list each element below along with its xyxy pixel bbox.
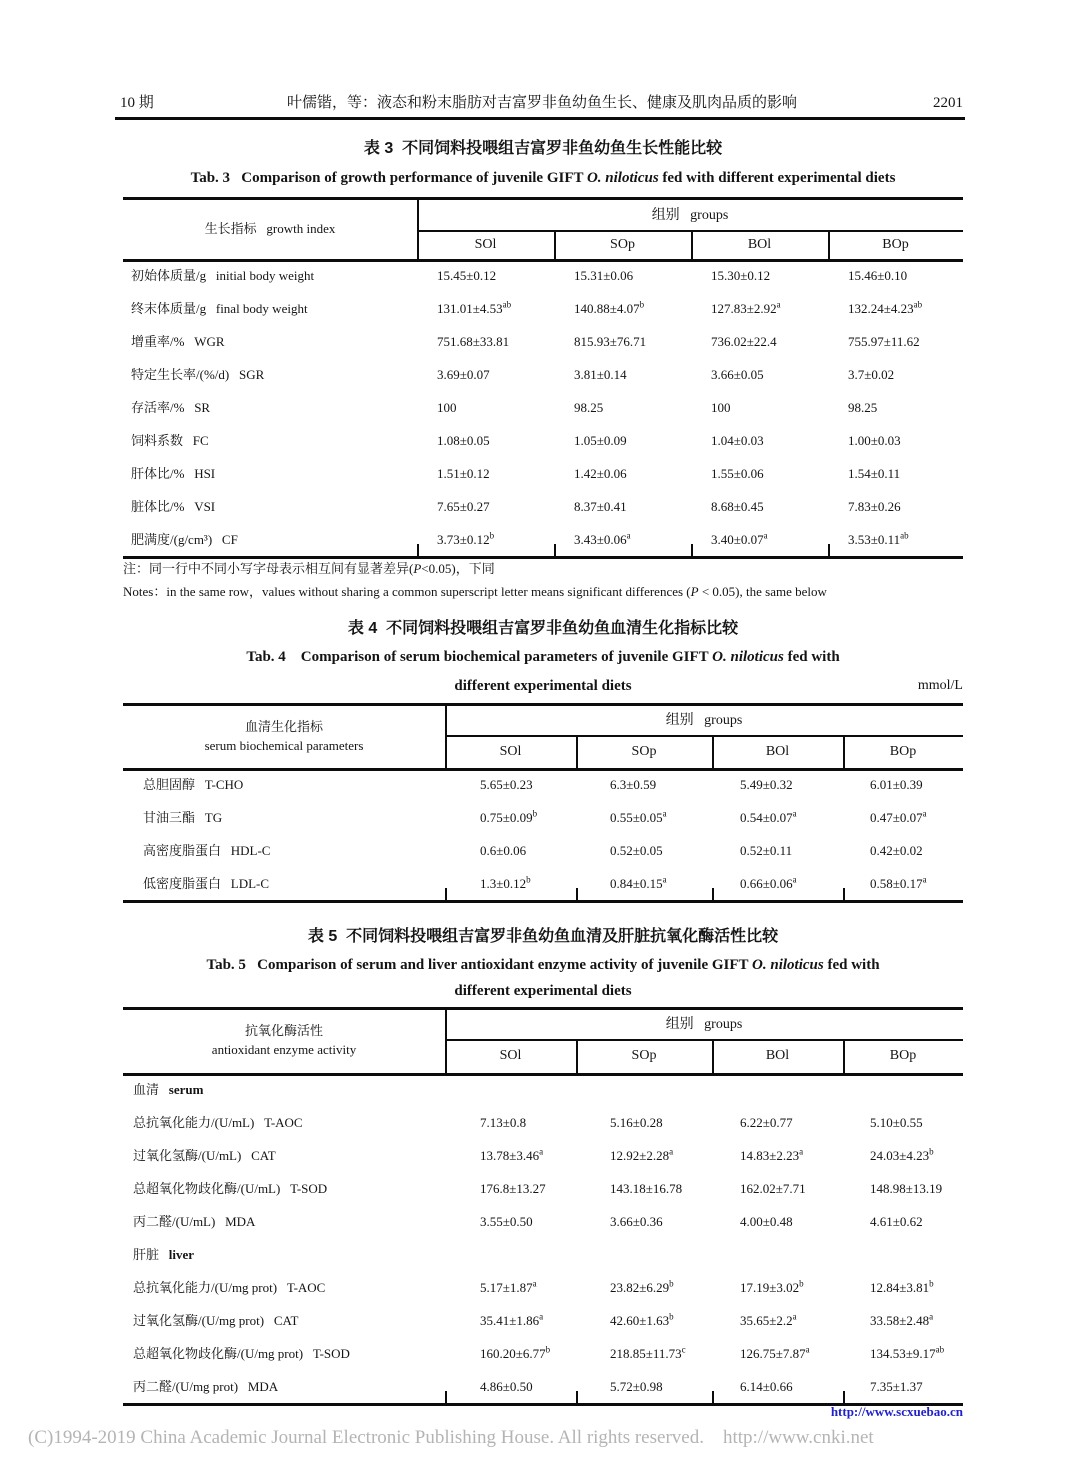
group-name-sol: SOl — [474, 236, 497, 252]
column-tick-mark — [828, 544, 830, 556]
cell-value: 4.86±0.50 — [480, 1379, 533, 1394]
cell-value: 3.66±0.05 — [711, 367, 764, 382]
cell-value: 0.52±0.11 — [740, 843, 793, 858]
significance-superscript: b — [669, 1311, 674, 1322]
row-label: 初始体质量/g initial body weight — [131, 268, 315, 283]
caption-text: fed with different experimental diets — [658, 170, 896, 186]
cell-value: 4.61±0.62 — [870, 1214, 923, 1229]
cell-value: 3.73±0.12$^b$ — [437, 530, 495, 547]
cell-value: 3.43±0.06$^a$ — [574, 530, 631, 547]
cell-value: 0.58±0.17$^a$ — [870, 874, 927, 891]
cell-value: 0.84±0.15$^a$ — [610, 874, 667, 891]
cell-value: 12.84±3.81$^b$ — [870, 1278, 934, 1295]
row-label — [133, 1073, 203, 1106]
cell-value: 5.16±0.28 — [610, 1115, 663, 1130]
cell-value: 751.68±33.81 — [437, 334, 510, 349]
significance-superscript: a — [792, 1311, 797, 1322]
cell-value: 815.93±76.71 — [574, 334, 647, 349]
cell-value: 1.00±0.03 — [848, 433, 901, 448]
cell-value: 176.8±13.27 — [480, 1181, 546, 1196]
cell-value: 7.65±0.27 — [437, 499, 490, 514]
cell-value: 6.22±0.77 — [740, 1115, 793, 1130]
cell-value: 3.40±0.07$^a$ — [711, 530, 768, 547]
row-label: 存活率/% SR — [131, 400, 211, 415]
significance-superscript: a — [805, 1344, 810, 1355]
cell-value: 98.25 — [574, 400, 604, 415]
cell-value: 0.6±0.06 — [480, 843, 527, 858]
section-label-zh: 血清 — [133, 1082, 169, 1097]
cell-value: 160.20±6.77$^b$ — [480, 1344, 551, 1361]
cell-value: 33.58±2.48$^a$ — [870, 1311, 934, 1328]
cell-value: 13.78±3.46$^a$ — [480, 1146, 544, 1163]
section-label-en: serum — [168, 1082, 204, 1097]
cell-value: 3.53±0.11$^{ab}$ — [848, 530, 909, 547]
cell-value: 6.14±0.66 — [740, 1379, 793, 1394]
cell-value: 1.3±0.12$^b$ — [480, 874, 531, 891]
cell-value: 15.45±0.12 — [437, 268, 497, 283]
table-row — [123, 867, 963, 900]
table-caption-en — [123, 168, 963, 188]
table-row — [123, 292, 963, 325]
cell-value: 0.42±0.02 — [870, 843, 923, 858]
cell-value: 100 — [437, 400, 457, 415]
table-bottom-rule — [123, 556, 963, 559]
group-name-sol: SOl — [499, 1048, 522, 1063]
section-label-zh: 肝脏 — [133, 1247, 169, 1262]
table-row — [123, 1337, 963, 1370]
row-label: 总抗氧化能力/(U/mg prot) T-AOC — [133, 1280, 326, 1295]
cell-value: 6.3±0.59 — [610, 777, 657, 792]
cell-value: 5.72±0.98 — [610, 1379, 663, 1394]
row-label: 丙二醛/(U/mg prot) MDA — [133, 1379, 279, 1394]
cell-value: 5.65±0.23 — [480, 777, 533, 792]
significance-superscript: a — [922, 808, 927, 819]
significance-superscript: a — [763, 530, 768, 541]
significance-superscript: b — [639, 299, 645, 310]
table-row — [123, 391, 963, 424]
cell-value: 100 — [711, 400, 731, 415]
group-name-sop: SOp — [631, 743, 657, 759]
row-label: 终末体质量/g final body weight — [131, 301, 308, 316]
row-label: 总超氧化物歧化酶/(U/mg prot) T-SOD — [133, 1346, 350, 1361]
significance-superscript: a — [626, 530, 631, 541]
table-row — [123, 1205, 963, 1238]
stub-header — [123, 1007, 445, 1073]
significance-superscript: ab — [900, 530, 909, 541]
cell-value: 126.75±7.87$^a$ — [740, 1344, 810, 1361]
cell-value: 0.66±0.06$^a$ — [740, 874, 797, 891]
group-name-bop: BOp — [882, 236, 909, 252]
stub-header-line: serum biochemical parameters — [204, 737, 364, 753]
row-label: 饲料系数 FC — [131, 433, 209, 448]
copyright-notice: (C)1994-2019 China Academic Journal Electronic Publishing House. All rights reserved. http://www.cnki.net — [28, 1427, 874, 1448]
section-row — [123, 1073, 963, 1106]
cell-value: 1.54±0.11 — [848, 466, 901, 481]
caption-text: Tab. 5 Comparison of serum and liver antioxidant enzyme activity of juvenile GIFT — [206, 957, 753, 973]
row-label: 增重率/% WGR — [131, 334, 225, 349]
table-row — [123, 1106, 963, 1139]
column-tick-mark — [576, 888, 578, 900]
journal-url-link[interactable]: http://www.scxuebao.cn — [830, 1404, 963, 1419]
cell-value: 15.30±0.12 — [711, 268, 771, 283]
significance-superscript: ab — [913, 299, 923, 310]
table-caption-en-line2: different experimental diets — [454, 983, 632, 999]
table-row — [123, 490, 963, 523]
row-label: 过氧化氢酶/(U/mg prot) CAT — [133, 1313, 299, 1328]
column-tick-mark — [554, 544, 556, 556]
cell-value: 15.31±0.06 — [574, 268, 634, 283]
significance-superscript: a — [662, 874, 667, 885]
cell-value: 35.65±2.2$^a$ — [740, 1311, 797, 1328]
table-row — [123, 259, 963, 292]
cell-value: 7.13±0.8 — [480, 1115, 527, 1130]
cell-value: 42.60±1.63$^b$ — [610, 1311, 674, 1328]
cell-value: 35.41±1.86$^a$ — [480, 1311, 544, 1328]
column-tick-mark — [417, 544, 419, 556]
significance-superscript: ab — [935, 1344, 945, 1355]
running-title: 叶儒锴，等：液态和粉末脂肪对吉富罗非鱼幼鱼生长、健康及肌肉品质的影响 — [286, 95, 797, 111]
significance-superscript: b — [799, 1278, 804, 1289]
cell-value: 5.17±1.87$^a$ — [480, 1278, 537, 1295]
significance-superscript: c — [681, 1344, 686, 1355]
issue-number: 10 期 — [120, 95, 154, 111]
cell-value: 3.69±0.07 — [437, 367, 490, 382]
cell-value: 218.85±11.73$^c$ — [610, 1344, 686, 1361]
row-label: 总超氧化物歧化酶/(U/mL) T-SOD — [133, 1181, 328, 1196]
group-name-bop: BOp — [889, 1048, 917, 1063]
significance-superscript: a — [776, 299, 781, 310]
row-label: 高密度脂蛋白 HDL-C — [143, 843, 271, 858]
significance-superscript: a — [539, 1146, 544, 1157]
table-caption-zh: 表 5 不同饲料投喂组吉富罗非鱼幼鱼血清及肝脏抗氧化酶活性比较 — [307, 928, 779, 945]
cell-value: 1.05±0.09 — [574, 433, 627, 448]
header-rule — [115, 117, 965, 120]
cell-value: 17.19±3.02$^b$ — [740, 1278, 804, 1295]
stub-header — [123, 703, 445, 768]
species-name-italic: O. niloticus — [752, 957, 824, 973]
table-caption-en — [123, 955, 963, 975]
row-label: 脏体比/% VSI — [131, 499, 216, 514]
column-tick-mark — [691, 544, 693, 556]
table-note-en: Notes：in the same row，values without sharing a common superscript letter means significant differences (P < 0.05), the same below — [123, 584, 827, 599]
row-label: 总抗氧化能力/(U/mL) T-AOC — [133, 1115, 303, 1130]
cell-value: 8.37±0.41 — [574, 499, 627, 514]
cell-value: 15.46±0.10 — [848, 268, 908, 283]
cell-value: 143.18±16.78 — [610, 1181, 683, 1196]
group-name-sol: SOl — [499, 743, 522, 759]
significance-superscript: a — [539, 1311, 544, 1322]
cell-value: 148.98±13.19 — [870, 1181, 943, 1196]
group-name-sop: SOp — [610, 236, 635, 252]
stub-header-line: 血清生化指标 — [244, 718, 323, 734]
significance-superscript: b — [669, 1278, 674, 1289]
significance-superscript: a — [799, 1146, 804, 1157]
species-name-italic: O. niloticus — [712, 649, 784, 665]
table-row — [123, 801, 963, 834]
cell-value: 1.51±0.12 — [437, 466, 490, 481]
column-tick-mark — [576, 1391, 578, 1403]
cell-value: 736.02±22.4 — [711, 334, 777, 349]
table-row — [123, 1139, 963, 1172]
cell-value: 755.97±11.62 — [848, 334, 920, 349]
cell-value: 24.03±4.23$^b$ — [870, 1146, 934, 1163]
cell-value: 8.68±0.45 — [711, 499, 764, 514]
row-label — [133, 1238, 194, 1271]
table-bottom-rule — [123, 900, 963, 903]
group-name-bol: BOl — [765, 743, 790, 759]
cell-value: 0.52±0.05 — [610, 843, 663, 858]
row-label: 低密度脂蛋白 LDL-C — [143, 876, 270, 891]
row-label: 丙二醛/(U/mL) MDA — [133, 1214, 256, 1229]
cell-value: 1.08±0.05 — [437, 433, 490, 448]
row-label: 过氧化氢酶/(U/mL) CAT — [133, 1148, 276, 1163]
stub-header — [123, 197, 417, 259]
significance-superscript: b — [545, 1344, 551, 1355]
cell-value: 5.10±0.55 — [870, 1115, 923, 1130]
unit-label: mmol/L — [917, 678, 963, 693]
table-row — [123, 523, 963, 556]
cell-value: 127.83±2.92$^a$ — [711, 299, 781, 316]
cell-value: 132.24±4.23$^{ab}$ — [848, 299, 923, 316]
table-row — [123, 358, 963, 391]
column-tick-mark — [712, 888, 714, 900]
cell-value: 134.53±9.17$^{ab}$ — [870, 1344, 945, 1361]
cell-value: 7.35±1.37 — [870, 1379, 923, 1394]
table-row — [123, 834, 963, 867]
column-tick-mark — [712, 1391, 714, 1403]
cell-value: 0.75±0.09$^b$ — [480, 808, 538, 825]
cell-value: 12.92±2.28$^a$ — [610, 1146, 674, 1163]
cell-value: 5.49±0.32 — [740, 777, 793, 792]
stub-header-line: 生长指标 growth index — [204, 220, 336, 236]
row-label: 总胆固醇 T-CHO — [143, 777, 244, 792]
table-row — [123, 1304, 963, 1337]
significance-superscript: a — [532, 1278, 537, 1289]
significance-superscript: ab — [502, 299, 512, 310]
cell-value: 23.82±6.29$^b$ — [610, 1278, 674, 1295]
table-row — [123, 1172, 963, 1205]
cell-value: 1.55±0.06 — [711, 466, 764, 481]
cell-value: 131.01±4.53$^{ab}$ — [437, 299, 512, 316]
significance-superscript: b — [489, 530, 495, 541]
row-label: 甘油三酯 TG — [143, 810, 223, 825]
table-caption-zh: 表 3 不同饲料投喂组吉富罗非鱼幼鱼生长性能比较 — [363, 140, 723, 157]
significance-superscript: a — [662, 808, 667, 819]
cell-value: 3.66±0.36 — [610, 1214, 663, 1229]
cell-value: 98.25 — [848, 400, 878, 415]
significance-superscript: b — [532, 808, 538, 819]
significance-superscript: a — [792, 808, 797, 819]
groups-spanner-header: 组别 groups — [665, 1017, 743, 1032]
caption-text: Tab. 4 Comparison of serum biochemical parameters of juvenile GIFT — [246, 649, 713, 665]
groups-spanner-header: 组别 groups — [665, 713, 743, 728]
cell-value: 1.04±0.03 — [711, 433, 764, 448]
table-row — [123, 1370, 963, 1403]
cell-value: 3.7±0.02 — [848, 367, 895, 382]
cell-value: 0.47±0.07$^a$ — [870, 808, 927, 825]
group-name-sop: SOp — [631, 1048, 657, 1063]
column-tick-mark — [445, 1391, 447, 1403]
page-number: 2201 — [933, 95, 963, 111]
cell-value: 140.88±4.07$^b$ — [574, 299, 645, 316]
significance-superscript: b — [929, 1146, 934, 1157]
cell-value: 6.01±0.39 — [870, 777, 923, 792]
table-row — [123, 1271, 963, 1304]
significance-superscript: a — [929, 1311, 934, 1322]
section-label-en: liver — [168, 1247, 195, 1262]
significance-superscript: a — [792, 874, 797, 885]
cell-value: 0.55±0.05$^a$ — [610, 808, 667, 825]
table-row — [123, 768, 963, 801]
significance-superscript: b — [929, 1278, 934, 1289]
cell-value: 7.83±0.26 — [848, 499, 901, 514]
species-name-italic: O. niloticus — [586, 170, 659, 186]
significance-superscript: a — [669, 1146, 674, 1157]
table-caption-en-line2: different experimental diets — [454, 678, 632, 694]
table-caption-zh: 表 4 不同饲料投喂组吉富罗非鱼幼鱼血清生化指标比较 — [347, 620, 739, 637]
caption-text: Tab. 3 Comparison of growth performance of juvenile GIFT — [190, 170, 587, 186]
section-row — [123, 1238, 963, 1271]
cell-value: 1.42±0.06 — [574, 466, 627, 481]
stub-header-line: 抗氧化酶活性 — [244, 1023, 323, 1038]
row-label: 特定生长率/(%/d) SGR — [131, 367, 265, 382]
caption-text: fed with — [823, 957, 880, 973]
cell-value: 0.54±0.07$^a$ — [740, 808, 797, 825]
row-label: 肥满度/(g/cm³) CF — [131, 532, 238, 547]
group-name-bop: BOp — [889, 743, 917, 759]
cell-value: 3.81±0.14 — [574, 367, 627, 382]
table-row — [123, 457, 963, 490]
column-tick-mark — [843, 1391, 845, 1403]
cell-value: 14.83±2.23$^a$ — [740, 1146, 804, 1163]
cell-value: 4.00±0.48 — [740, 1214, 793, 1229]
significance-superscript: a — [922, 874, 927, 885]
caption-text: fed with — [783, 649, 840, 665]
cell-value: 162.02±7.71 — [740, 1181, 806, 1196]
table-note-zh: 注：同一行中不同小写字母表示相互间有显著差异(P<0.05)，下同 — [123, 561, 495, 576]
table-caption-en — [123, 647, 963, 667]
significance-superscript: b — [526, 874, 531, 885]
row-label: 肝体比/% HSI — [131, 466, 216, 481]
table-row — [123, 325, 963, 358]
group-name-bol: BOl — [747, 236, 772, 252]
table-row — [123, 424, 963, 457]
stub-header-line: antioxidant enzyme activity — [211, 1042, 357, 1057]
group-name-bol: BOl — [765, 1048, 790, 1063]
cell-value: 3.55±0.50 — [480, 1214, 533, 1229]
column-tick-mark — [843, 888, 845, 900]
groups-spanner-header: 组别 groups — [651, 207, 729, 223]
column-tick-mark — [445, 888, 447, 900]
